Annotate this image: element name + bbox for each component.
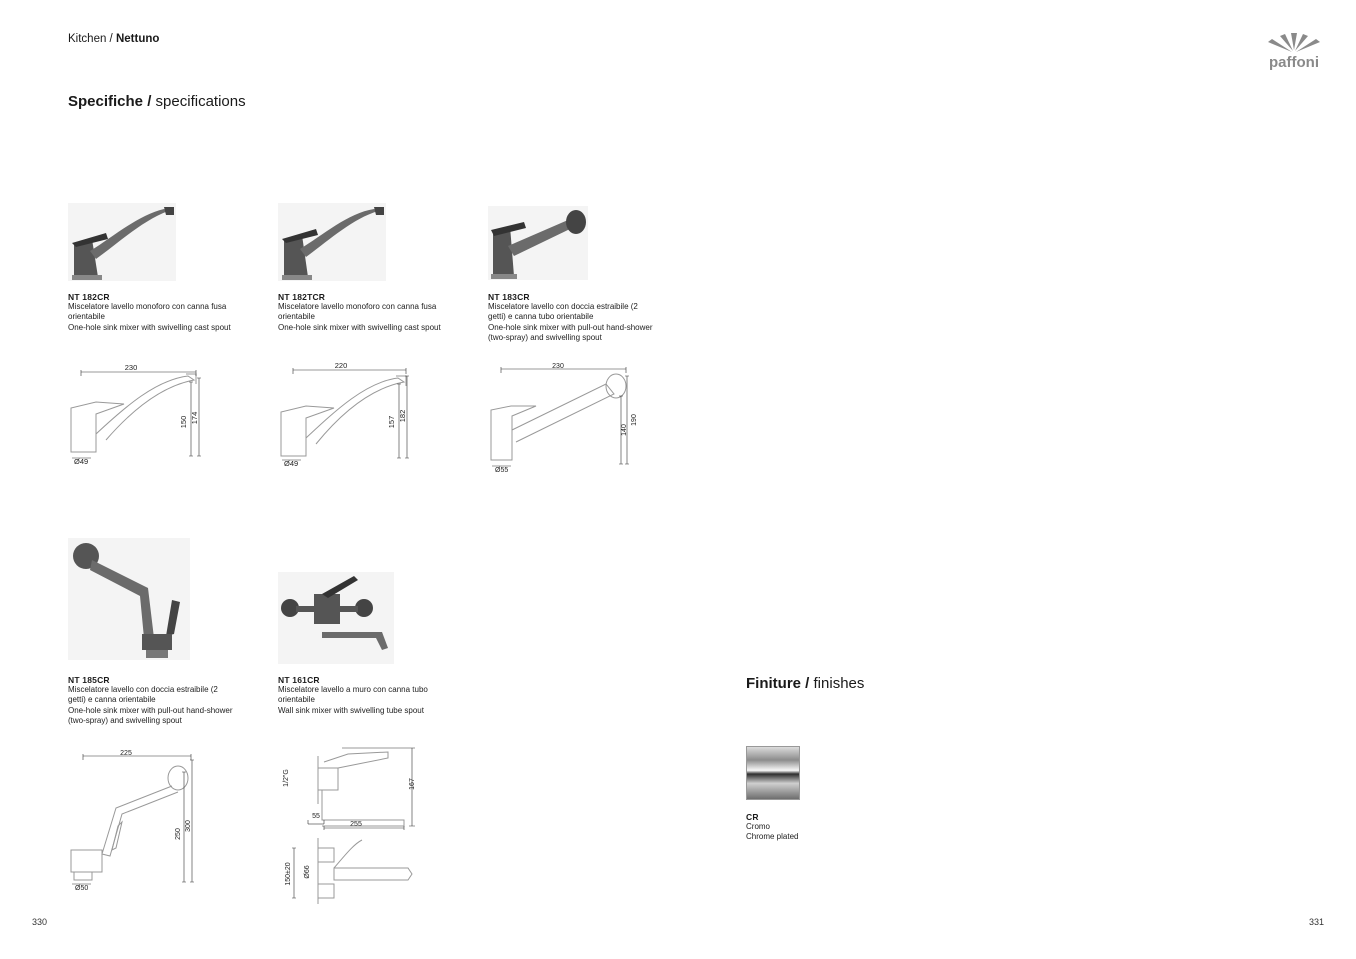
page-number-left: 330 — [32, 917, 48, 927]
product-desc-en: One-hole sink mixer with swivelling cast spout — [278, 322, 441, 332]
finish-code: CR — [746, 812, 759, 822]
product-code: NT 182TCR — [278, 292, 326, 302]
product-photo-nt183cr — [488, 206, 588, 280]
product-code: NT 161CR — [278, 675, 320, 685]
product-card-1 — [68, 292, 233, 333]
dim-h1: 157 — [387, 415, 396, 429]
product-desc-en: One-hole sink mixer with pull-out hand-shower (two-spray) and swivelling spout — [68, 705, 233, 725]
dim-spacing: 150±20 — [285, 862, 292, 886]
product-desc-it: Miscelatore lavello con doccia estraibile (2 getti) e canna orientabile — [68, 685, 218, 705]
product-card-2 — [278, 292, 443, 333]
breadcrumb-current: Nettuno — [115, 33, 160, 45]
finishes-title-bold: Finiture / — [746, 675, 810, 692]
product-desc-en: One-hole sink mixer with swivelling cast spout — [68, 322, 231, 332]
dim-b: 255 — [350, 821, 362, 828]
product-card-5 — [278, 675, 443, 716]
product-card-4 — [68, 675, 233, 726]
dim-h1: 250 — [175, 828, 182, 840]
technical-drawing-nt183cr — [486, 360, 641, 476]
dim-h2: 182 — [398, 409, 407, 423]
product-card-3 — [488, 292, 653, 343]
dim-h2: 174 — [190, 411, 199, 425]
dim-base: Ø55 — [495, 467, 509, 474]
technical-drawing-nt182tcr — [276, 360, 426, 472]
finish-card-cr — [746, 812, 798, 843]
paffoni-logo — [1262, 30, 1326, 72]
product-photo-nt182tcr — [278, 203, 386, 281]
specs-title-light: specifications — [155, 93, 246, 110]
dim-h1: 140 — [621, 424, 628, 436]
technical-drawing-nt182cr — [66, 360, 216, 470]
dim-base: Ø50 — [75, 885, 89, 892]
dim-base: Ø49 — [74, 457, 89, 466]
breadcrumb — [68, 33, 159, 45]
logo-text: paffoni — [1269, 54, 1319, 71]
specs-title-bold: Specifiche / — [68, 93, 152, 110]
technical-drawing-nt161cr — [278, 744, 423, 914]
product-desc-it: Miscelatore lavello a muro con canna tubo orientabile — [278, 685, 428, 705]
dim-width: 225 — [120, 750, 132, 757]
product-photo-nt182cr — [68, 203, 176, 281]
product-code: NT 182CR — [68, 292, 110, 302]
finish-name-it: Cromo — [746, 822, 771, 831]
dim-h2: 190 — [631, 414, 638, 426]
dim-height: 167 — [409, 778, 416, 790]
dim-thread: 1/2"G — [283, 769, 290, 787]
dim-base: Ø49 — [284, 459, 299, 468]
product-code: NT 183CR — [488, 292, 530, 302]
product-desc-it: Miscelatore lavello monoforo con canna fusa orientabile — [68, 302, 227, 322]
dim-a: 55 — [312, 813, 320, 820]
specs-title — [68, 93, 246, 110]
finishes-title-light: finishes — [813, 675, 865, 692]
dim-diameter: Ø66 — [304, 865, 311, 879]
technical-drawing-nt185cr — [66, 748, 211, 896]
dim-width: 220 — [334, 361, 348, 370]
dim-h1: 150 — [179, 415, 188, 429]
breadcrumb-prefix[interactable]: Kitchen / — [68, 33, 113, 45]
finish-name-en: Chrome plated — [746, 832, 799, 842]
product-photo-nt161cr — [278, 572, 394, 664]
finishes-title — [746, 675, 864, 692]
product-photo-nt185cr — [68, 538, 190, 660]
product-desc-it: Miscelatore lavello con doccia estraibile (2 getti) e canna tubo orientabile — [488, 302, 638, 322]
page-number-right: 331 — [1309, 917, 1325, 927]
product-desc-en: Wall sink mixer with swivelling tube spout — [278, 705, 424, 715]
dim-width: 230 — [552, 363, 564, 370]
chrome-finish-swatch — [746, 746, 800, 800]
dim-h2: 300 — [185, 820, 192, 832]
product-desc-en: One-hole sink mixer with pull-out hand-shower (two-spray) and swivelling spout — [488, 322, 653, 342]
product-desc-it: Miscelatore lavello monoforo con canna fusa orientabile — [278, 302, 437, 322]
product-code: NT 185CR — [68, 675, 110, 685]
dim-width: 230 — [124, 363, 138, 372]
